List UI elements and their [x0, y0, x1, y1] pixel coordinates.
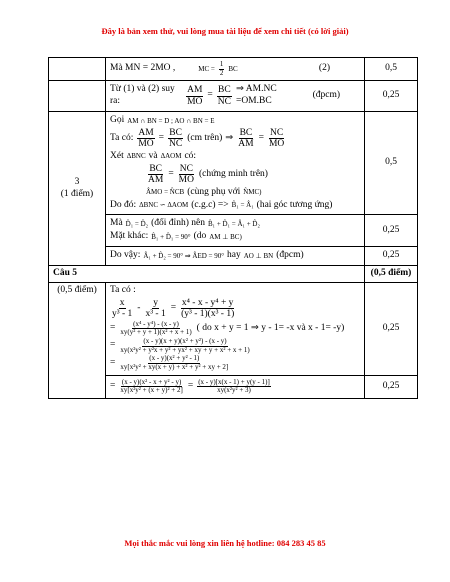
fraction: $\frac{BC}{NC}$: [217, 85, 231, 107]
fraction: $\frac{NC}{MO}$: [178, 163, 194, 186]
content-cell: = $\frac{\text{(x - y)(x² - x + y² - y)}}{\text{xy[x²y² + (x + y)² + 2]}}$ = $\frac{(x - y)[x(x - 1) + y(y - 1)]}{\text{xy(x²y² + 3)}}$: [106, 375, 365, 398]
question-cell: [49, 58, 106, 81]
score-cell: 0,5: [365, 58, 418, 81]
fraction: $\frac{\text{(x - y)(x² + y² - 1)}}{\text{xy[x²y² + xy(x + y) + x² + y² + xy + 2]}}$: [120, 354, 229, 372]
fraction: $\frac{\text{(x⁴ - y⁴) - (x - y)}}{\text{xy(y² + y + 1)(x² + x + 1)}}$: [120, 319, 192, 337]
text-line: Mà MN = 2MO ,: [110, 63, 176, 74]
fraction: $\frac{BC}{AM}$: [148, 163, 164, 186]
solution-table: [48, 57, 418, 399]
content-cell: Do vậy: Â₁ + D̂₂ = 90° ⇒ ÂED = 90° hay AO ⊥ BN (đpcm): [106, 247, 365, 266]
preview-banner: Đây là bản xem thử, vui lòng mua tài liệu để xem chi tiết (có lời giải): [101, 26, 349, 36]
fraction: $\frac{\text{(x - y)(x² - x + y² - y)}}{\text{xy[x²y² + (x + y)² + 2]}}$: [120, 377, 183, 395]
content-cell: Mà D̂₁ = D̂₂ (đối đỉnh) nên B̂₁ + D̂₁ = Â₁ + D̂₂ Mặt khác: B̂₁ + D̂₁ = 90° (do AM ⊥ BC): [106, 215, 365, 247]
fraction: $\frac{AM}{MO}$: [187, 85, 203, 107]
fraction: $\frac{(x - y)[x(x - 1) + y(y - 1)]}{\text{xy(x²y² + 3)}}$: [198, 377, 270, 395]
score-cell: 0,25: [365, 282, 418, 375]
fraction: $\frac{\text{(x - y)(x + y)(x² + y²) - (x - y)}}{\text{xy(x²y² + y²x + y² + yx² + xy + y + x² + x + 1)}}$: [120, 337, 250, 354]
table-row: [49, 282, 418, 375]
math-expr: ⇒ AM.NC =OM.BC: [235, 84, 277, 107]
table-row: [49, 112, 418, 215]
question-heading: Câu 5: [49, 266, 365, 283]
content-cell: Ta có : $\frac{x}{\text{y³ - 1}}$ - $\frac{y}{\text{x³ - 1}}$ = $\frac{\text{x⁴ - x - y⁴ + y}}{\text{(y³ - 1)(x³ - 1)}}$ = $\frac{\text{(x⁴ - y⁴) - (x - y)}}{\text{xy(y² + y + 1)(x² + x + 1)}}$ ( do x + y = 1 ⇒ y - 1= -x và x - 1= -y) = $\frac{\text{(x - y)(x + y)(x² + y²) - (x - y)}}{\text{xy(x²y² + y²x + y² + yx² + xy + y + x² + x + 1)}}$ = $\frac{\text{(x - y)(x² + y² - 1)}}{\text{xy[x²y² + xy(x + y) + x² + y² + xy + 2]}}$: [106, 282, 365, 375]
math-expr: ÂMO = N̂CB: [146, 188, 185, 197]
question-number: 3: [74, 176, 80, 187]
question-cell: [49, 112, 106, 266]
fraction: $\frac{\text{x⁴ - x - y⁴ + y}}{\text{(y³ - 1)(x³ - 1)}}$: [181, 297, 235, 320]
fraction: $\frac{NC}{MO}$: [268, 128, 285, 150]
score-cell: 0,25: [365, 81, 418, 112]
content-cell: [106, 58, 365, 81]
table-row: [49, 266, 418, 283]
fraction: $\frac{1}{2}$: [219, 60, 224, 77]
score-cell: 0,25: [365, 247, 418, 266]
fraction: $\frac{y}{\text{x³ - 1}}$: [145, 297, 166, 320]
fraction: $\frac{BC}{NC}$: [169, 128, 183, 150]
fraction: $\frac{BC}{AM}$: [238, 128, 254, 150]
equation-number: (2): [318, 63, 330, 74]
fraction: $\frac{x}{\text{y³ - 1}}$: [112, 297, 133, 320]
hotline-footer: Mọi thắc mắc vui lòng xin liên hệ hotline: 084 283 45 85: [124, 538, 326, 548]
question-points: (1 điểm): [60, 188, 94, 199]
fraction: $\frac{AM}{MO}$: [138, 128, 154, 150]
math-expr: ΔBNC ∽ ΔAOM: [139, 201, 189, 210]
text-line: Từ (1) và (2) suy ra:: [110, 84, 175, 107]
score-cell: 0,25: [365, 375, 418, 398]
table-row: Từ (1) và (2) suy ra: $\frac{AM}{MO}$ = $\frac{BC}{NC}$ ⇒ AM.NC =OM.BC (đpcm) 0,25: [49, 81, 418, 112]
question-points: (0,5 điểm): [49, 282, 106, 398]
math-expr: AM ∩ BN = D ; AO ∩ BN = E: [127, 116, 215, 125]
score-cell: 0,5: [365, 112, 418, 215]
content-cell: Gọi AM ∩ BN = D ; AO ∩ BN = E Ta có: $\frac{AM}{MO}$ = $\frac{BC}{NC}$ (cm trên) ⇒ $\frac{BC}{AM}$ = $\frac{NC}{MO}$ Xét ΔBNC và ΔAOM có: $\frac{BC}{AM}$ = $\frac{NC}{MO}$ (chứng minh trên) ÂMO = N̂CB (cùng phụ với N̂MC) Do đó: ΔBNC ∽ ΔAOM (c.g.c) => B̂₁ = Â₁ (hai góc tương ứng): [106, 112, 365, 215]
score-cell: 0,25: [365, 215, 418, 247]
math-expr: MC =: [198, 64, 215, 73]
table-row: [49, 58, 418, 81]
note: (đpcm): [312, 90, 340, 101]
question-points: (0,5 điểm): [365, 266, 418, 283]
math-expr: BC: [228, 64, 238, 73]
